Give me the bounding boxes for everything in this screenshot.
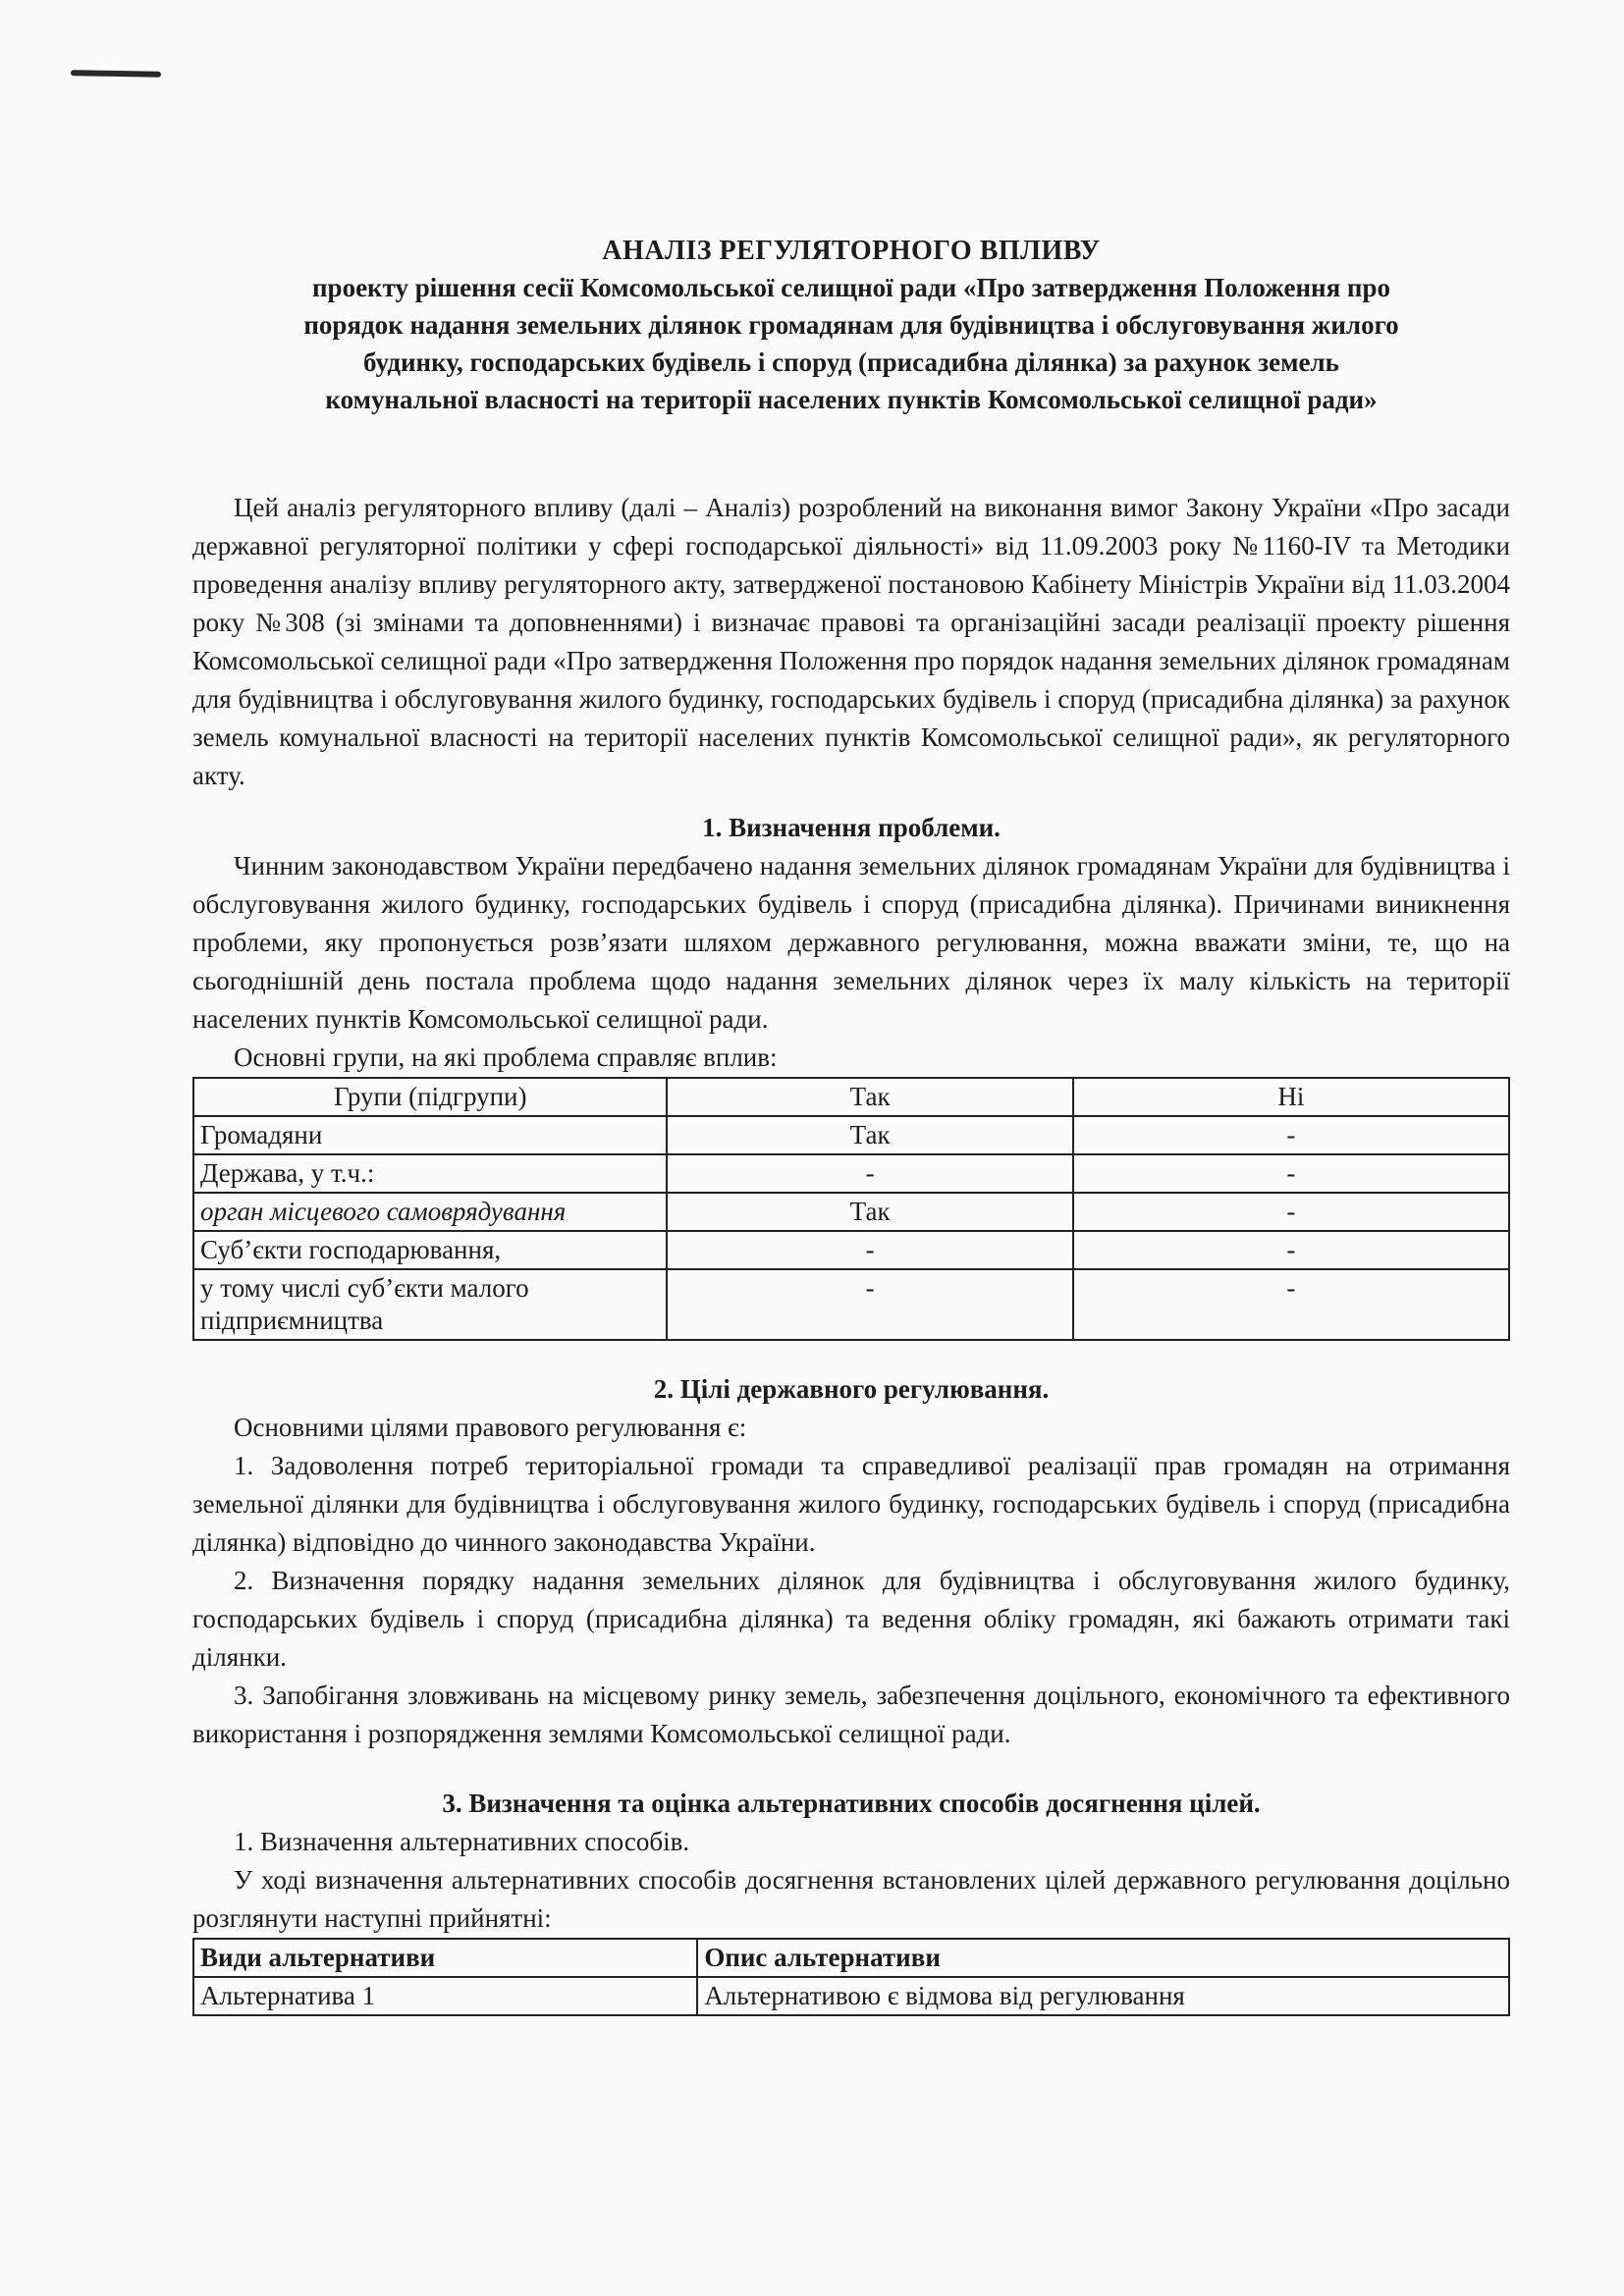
yes-cell: - (667, 1154, 1072, 1193)
group-cell: орган місцевого самоврядування (193, 1193, 667, 1231)
column-header: Види альтернативи (193, 1939, 697, 1977)
document-page (192, 236, 1510, 2016)
yes-cell: Так (667, 1116, 1072, 1154)
alternative-type-cell: Альтернатива 1 (193, 1977, 697, 2015)
column-header: Так (667, 1078, 1072, 1116)
subtitle-line: проекту рішення сесії Комсомольської селищної ради «Про затвердження Положення про (312, 273, 1390, 302)
subtitle-line: будинку, господарських будівель і споруд (присадибна ділянка) за рахунок земель (363, 347, 1339, 377)
alternative-description-cell: Альтернативою є відмова від регулювання (697, 1977, 1509, 2015)
column-header: Опис альтернативи (697, 1939, 1509, 1977)
no-cell: - (1073, 1193, 1509, 1231)
section-1-heading: 1. Визначення проблеми. (702, 813, 1001, 842)
section-2-intro: Основними цілями правового регулювання є: (234, 1413, 747, 1442)
table-row (193, 1231, 1509, 1269)
yes-cell: Так (667, 1193, 1072, 1231)
table-row (193, 1977, 1509, 2015)
document-subtitle (192, 269, 1510, 418)
goal-item: 3. Запобігання зловживань на місцевому ринку земель, забезпечення доцільного, економічного та ефективного використання і розпорядження землями Комсомольської селищної ради. (192, 1681, 1510, 1748)
section-3-text: У ході визначення альтернативних способів досягнення встановлених цілей державного регулювання доцільно розглянути наступні прийнятні: (192, 1865, 1510, 1933)
goal-item: 1. Задоволення потреб територіальної громади та справедливої реалізації прав громадян на отримання земельної ділянки для будівництва і обслуговування жилого будинку, господарських будівель і споруд (присадибна ділянка) відповідно до чинного законодавства України. (192, 1451, 1510, 1557)
groups-intro: Основні групи, на які проблема справляє вплив: (234, 1042, 778, 1072)
table-row (193, 1193, 1509, 1231)
table-header-row (193, 1078, 1509, 1116)
document-title: АНАЛІЗ РЕГУЛЯТОРНОГО ВПЛИВУ (602, 236, 1101, 266)
yes-cell: - (667, 1269, 1072, 1340)
intro-paragraph: Цей аналіз регуляторного впливу (далі – Аналіз) розроблений на виконання вимог Закону України «Про засади державної регуляторної політики у сфері господарської діяльності» від 11.09.2003 року №1160-IV та Методики проведення аналізу впливу регуляторного акту, затвердженої постановою Кабінету Міністрів України від 11.03.2004 року №308 (зі змінами та доповненнями) і визначає правові та організаційні засади реалізації проекту рішення Комсомольської селищної ради «Про затвердження Положення про порядок надання земельних ділянок громадянам для будівництва і обслуговування жилого будинку, господарських будівель і споруд (присадибна ділянка) за рахунок земель комунальної власності на території населених пунктів Комсомольської селищної ради», як регуляторного акту. (192, 493, 1510, 790)
section-3-subheading: 1. Визначення альтернативних способів. (234, 1827, 690, 1856)
scan-artifact (71, 70, 161, 78)
goal-item: 2. Визначення порядку надання земельних ділянок для будівництва і обслуговування жилого будинку, господарських будівель і споруд (присадибна ділянка) та ведення обліку громадян, які бажають отримати такі ділянки. (192, 1566, 1510, 1672)
section-1-text: Чинним законодавством України передбачено надання земельних ділянок громадянам України для будівництва і обслуговування жилого будинку, господарських будівель і споруд (присадибна ділянка). Причинами виникнення проблеми, яку пропонується розв’язати шляхом державного регулювання, можна вважати зміни, те, що на сьогоднішній день постала проблема щодо надання земельних ділянок через їх малу кількість на території населених пунктів Комсомольської селищної ради. (192, 851, 1510, 1034)
alternatives-table (192, 1938, 1510, 2016)
table-header-row (193, 1939, 1509, 1977)
group-cell: Суб’єкти господарювання, (193, 1231, 667, 1269)
table-row (193, 1116, 1509, 1154)
column-header: Групи (підгрупи) (193, 1078, 667, 1116)
section-3-heading: 3. Визначення та оцінка альтернативних способів досягнення цілей. (442, 1789, 1261, 1818)
group-cell: Держава, у т.ч.: (193, 1154, 667, 1193)
no-cell: - (1073, 1231, 1509, 1269)
table-row (193, 1269, 1509, 1340)
section-2-heading: 2. Цілі державного регулювання. (653, 1374, 1050, 1404)
no-cell: - (1073, 1269, 1509, 1340)
subtitle-line: комунальної власності на території населених пунктів Комсомольської селищної ради» (325, 385, 1378, 414)
no-cell: - (1073, 1116, 1509, 1154)
yes-cell: - (667, 1231, 1072, 1269)
table-row (193, 1154, 1509, 1193)
column-header: Ні (1073, 1078, 1509, 1116)
group-cell: у тому числі суб’єкти малого підприємництва (193, 1269, 667, 1340)
group-cell: Громадяни (193, 1116, 667, 1154)
impact-groups-table (192, 1077, 1510, 1341)
subtitle-line: порядок надання земельних ділянок громадянам для будівництва і обслуговування жилого (303, 310, 1399, 340)
no-cell: - (1073, 1154, 1509, 1193)
